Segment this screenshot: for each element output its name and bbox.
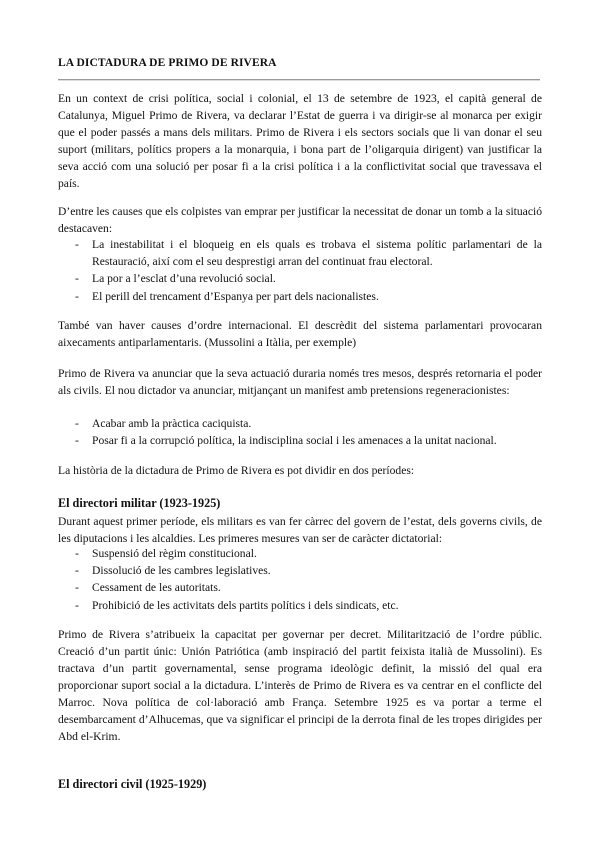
list-item: - Cessament de les autoritats. <box>58 579 542 596</box>
list-item: - Suspensió del règim constitucional. <box>58 545 542 562</box>
list-item: - Dissolució de les cambres legislatives. <box>58 562 542 579</box>
list-item: - Prohibició de les activitats dels partits polítics i dels sindicats, etc. <box>58 597 542 614</box>
list-item: - Posar fi a la corrupció política, la indisciplina social i les amenaces a la unitat nacional. <box>58 432 542 449</box>
military-measures-list <box>58 545 542 614</box>
list-item: - La inestabilitat i el bloqueig en els quals es trobava el sistema polític parlamentari de la Restauració, així com el seu desprestigi arran del continuat frau electoral. <box>58 236 542 270</box>
page-title: LA DICTADURA DE PRIMO DE RIVERA <box>58 57 277 69</box>
causes-intro-paragraph: D’entre les causes que els colpistes van emprar per justificar la necessitat de donar un tomb a la situació destacaven: <box>58 205 542 235</box>
international-paragraph: També van haver causes d’ordre internacional. El descrèdit del sistema parlamentari provocaran aixecaments antiparlamentaris. (Mussolini a Itàlia, per exemple) <box>58 319 542 349</box>
military-paragraph: Durant aquest primer període, els militars es van fer càrrec del govern de l’estat, dels governs civils, de les diputacions i les alcaldies. Les primeres mesures van ser de caràcter dictatorial: <box>58 515 542 545</box>
military-directory-heading: El directori militar (1923-1925) <box>58 496 221 510</box>
promise-list <box>58 415 542 449</box>
title-divider <box>58 79 540 80</box>
intro-paragraph: En un context de crisi política, social i colonial, el 13 de setembre de 1923, el capità general de Catalunya, Miguel Primo de Rivera, va declarar l’Estat de guerra i va dirigir-se al monarca per exigir que el poder passés a mans dels militars. Primo de Rivera i els sectors socials que li van donar el seu suport (militars, polítics propers a la monarquia, i bona part de l’oligarquia dirigent) van justificar la seva acció com una solució per posar fi a la crisi política i a la conflictivitat social que travessava el país. <box>58 92 542 190</box>
periods-intro-paragraph: La història de la dictadura de Primo de Rivera es pot dividir en dos períodes: <box>58 464 415 477</box>
decree-paragraph: Primo de Rivera s’atribueix la capacitat per governar per decret. Militarització de l’ordre públic. Creació d’un partit únic: Unión Patriótica (amb inspiració del partit feixista italià de Mussolini). Es tractava d’un partit governamental, sense programa ideològic definit, la missió del qual era proporcionar suport social a la dictadura. L’interès de Primo de Rivera es va centrar en el conflicte del Marroc. Nova política de col·laboració amb França. Setembre 1925 es va portar a terme el desembarcament d’Alhucemas, que va significar el principi de la derrota final de les tropes dirigides per Abd el-Krim. <box>58 628 542 743</box>
list-item: - La por a l’esclat d’una revolució social. <box>58 270 542 287</box>
list-item: - Acabar amb la pràctica caciquista. <box>58 415 542 432</box>
promise-paragraph: Primo de Rivera va anunciar que la seva actuació duraria només tres mesos, després retornaria el poder als civils. El nou dictador va anunciar, mitjançant un manifest amb pretensions regeneracionistes: <box>58 367 542 397</box>
list-item: - El perill del trencament d’Espanya per part dels nacionalistes. <box>58 288 542 305</box>
causes-list <box>58 236 542 305</box>
civil-directory-heading: El directori civil (1925-1929) <box>58 777 207 791</box>
